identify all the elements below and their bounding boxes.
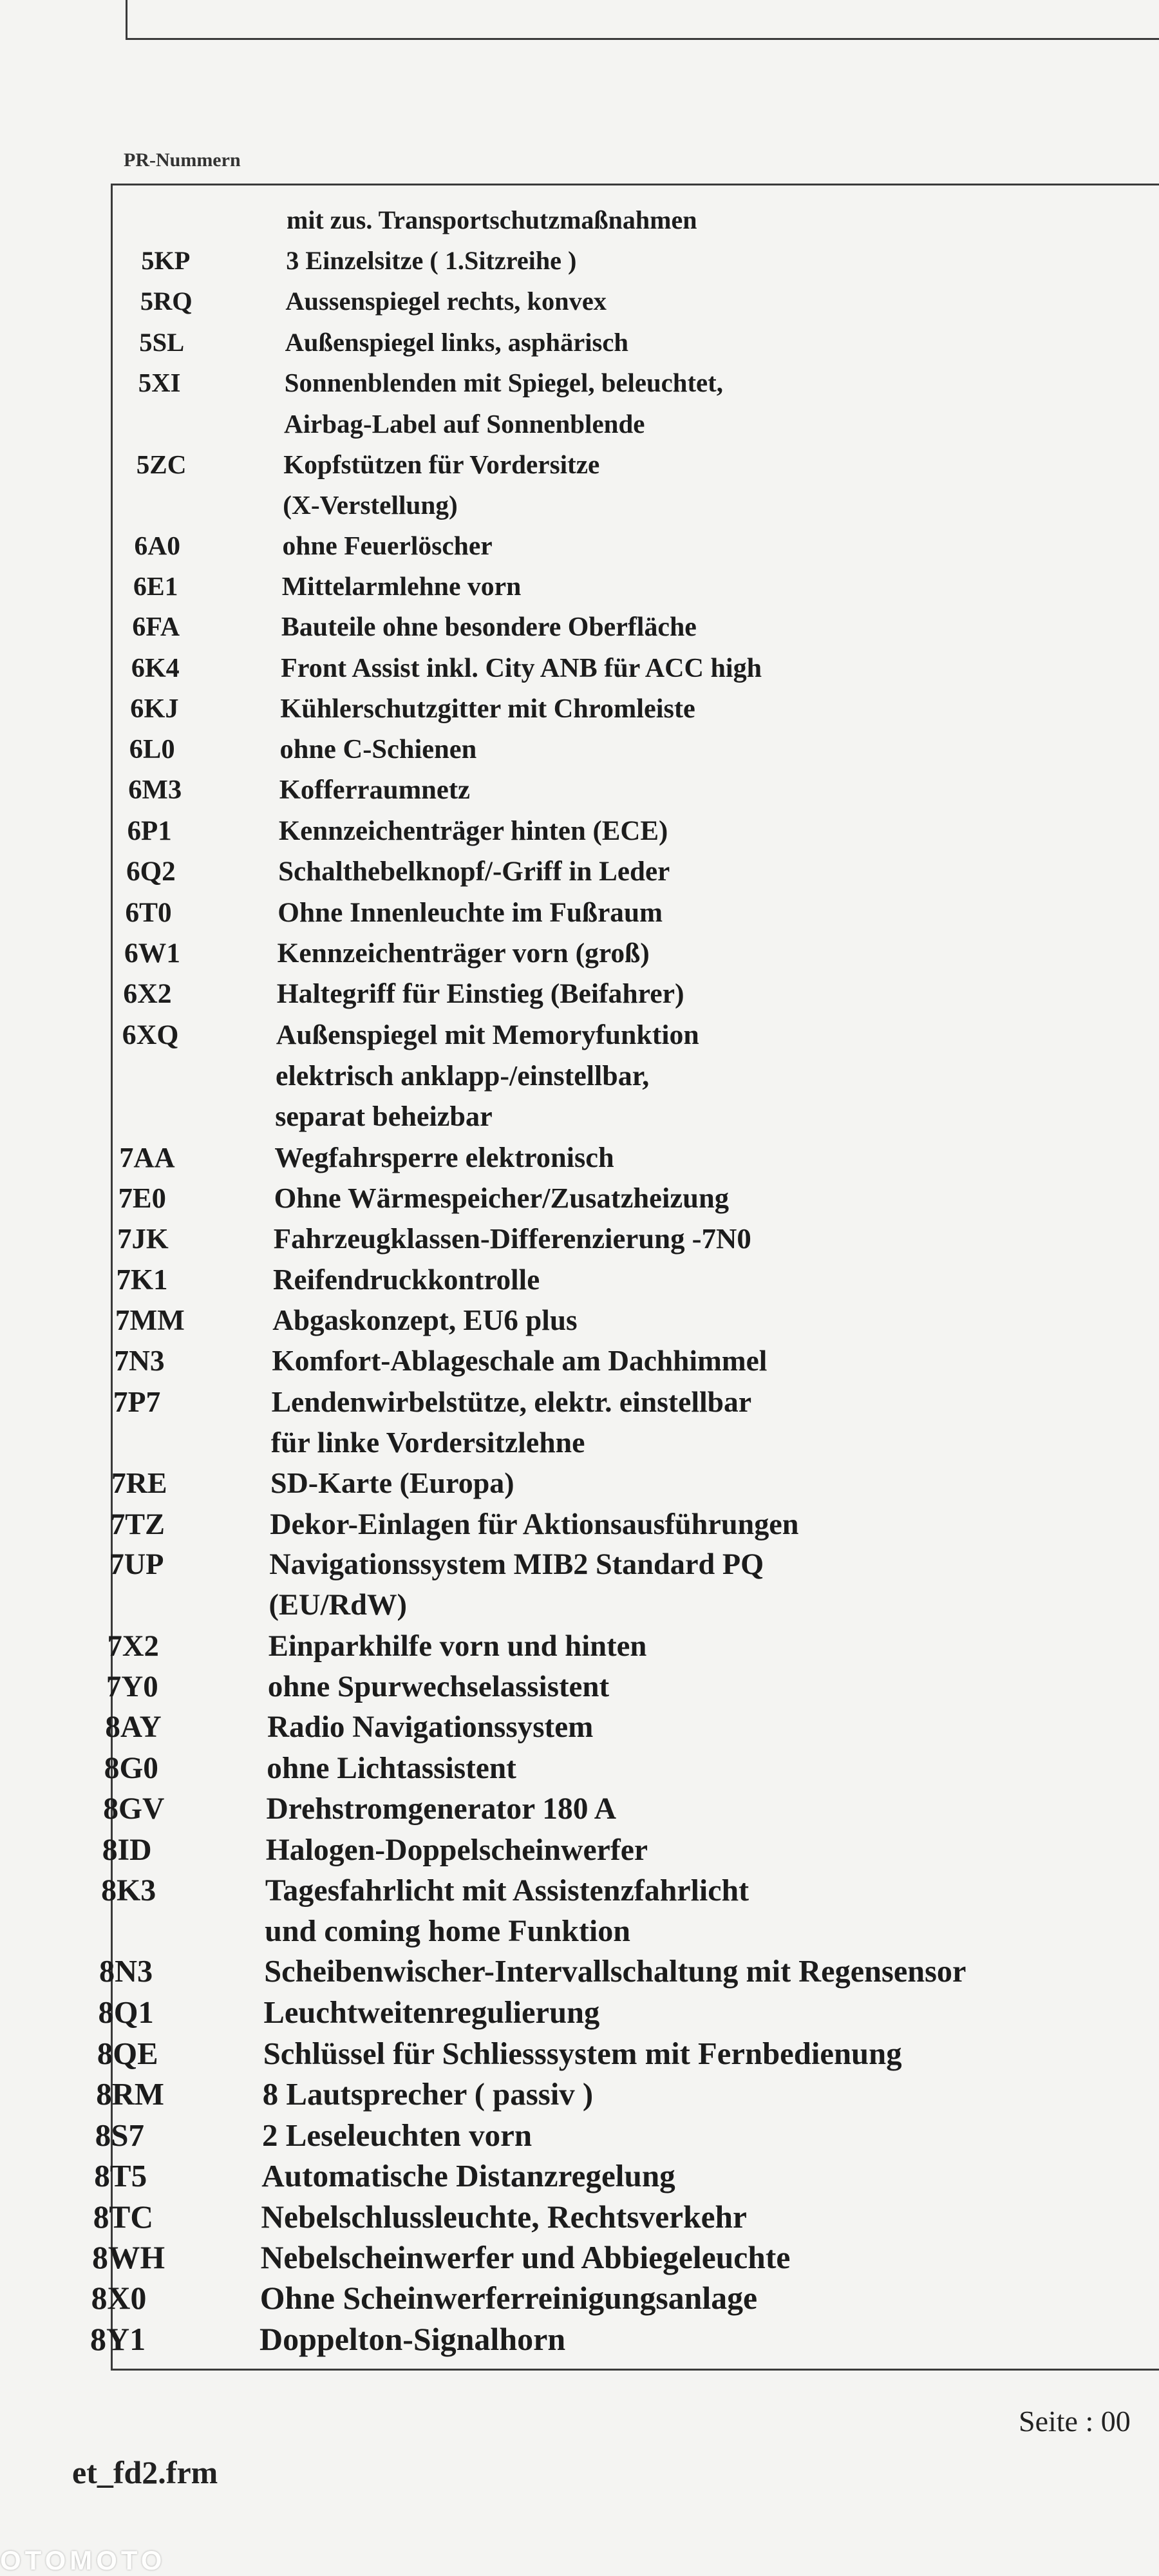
pr-code: 7E0 [118,1182,166,1215]
pr-code: 7Y0 [106,1670,158,1704]
pr-description: Ohne Innenleuchte im Fußraum [278,896,663,928]
pr-code: 6T0 [125,896,172,928]
pr-code: 8T5 [94,2158,147,2194]
pr-description: Halogen-Doppelscheinwerfer [265,1832,648,1867]
pr-description: Schlüssel für Schliesssystem mit Fernbedienung [263,2036,902,2071]
pr-description: Radio Navigationssystem [267,1710,594,1745]
pr-code: 8Q1 [98,1995,154,2030]
pr-code: 6FA [132,612,180,642]
pr-code: 6A0 [134,531,180,561]
pr-code: 7AA [119,1141,175,1173]
pr-description: Ohne Wärmespeicher/Zusatzheizung [274,1182,730,1215]
pr-description: Reifendruckkontrolle [273,1263,540,1296]
pr-code: 8K3 [101,1873,156,1908]
pr-code: 8TC [93,2199,153,2235]
pr-description: Navigationssystem MIB2 Standard PQ [269,1548,764,1581]
pr-description: Komfort-Ablageschale am Dachhimmel [272,1344,768,1377]
pr-description: Kennzeichenträger hinten (ECE) [278,815,668,846]
pr-description: Automatische Distanzregelung [261,2158,675,2194]
pr-code: 7UP [109,1548,164,1581]
pr-code: 6KJ [130,694,179,724]
pr-description: Wegfahrsperre elektronisch [274,1141,614,1173]
pr-description: Sonnenblenden mit Spiegel, beleuchtet, [284,368,723,397]
pr-description: und coming home Funktion [265,1914,631,1949]
pr-description: Kopfstützen für Vordersitze [283,450,600,479]
pr-description: ohne C-Schienen [279,734,477,765]
pr-code: 6XQ [122,1019,179,1050]
pr-description: ohne Spurwechselassistent [267,1670,610,1704]
pr-code: 6L0 [129,734,175,765]
pr-description: 3 Einzelsitze ( 1.Sitzreihe ) [286,246,577,276]
pr-description: Kennzeichenträger vorn (groß) [277,938,650,969]
pr-description: Einparkhilfe vorn und hinten [268,1629,647,1663]
pr-description: Lendenwirbelstütze, elektr. einstellbar [271,1385,752,1418]
pr-description: SD-Karte (Europa) [270,1466,514,1500]
pr-code: 8AY [105,1710,162,1745]
pr-code: 6P1 [127,815,172,846]
pr-number-table [90,184,1159,2371]
pr-description: Doppelton-Signalhorn [259,2321,566,2357]
pr-code: 6X2 [123,978,172,1010]
pr-description: Front Assist inkl. City ANB für ACC high [281,652,762,683]
pr-description: Fahrzeugklassen-Differenzierung -7N0 [273,1222,751,1255]
pr-description: 2 Leseleuchten vorn [262,2117,532,2154]
pr-description: (X-Verstellung) [283,490,458,520]
watermark-text: OTOMOTO [0,2545,166,2575]
pr-code: 8RM [96,2077,164,2112]
pr-description: Abgaskonzept, EU6 plus [272,1303,578,1336]
pr-code: 5SL [139,327,185,357]
pr-description: Bauteile ohne besondere Oberfläche [281,612,697,642]
section-title: PR-Nummern [124,149,241,171]
top-section-frame [126,0,1159,40]
pr-description: (EU/RdW) [269,1588,407,1622]
pr-description: Mittelarmlehne vorn [281,571,522,601]
pr-code: 8WH [92,2239,165,2275]
pr-description: Tagesfahrlicht mit Assistenzfahrlicht [265,1873,749,1908]
pr-code: 8QE [97,2036,158,2071]
pr-code: 6M3 [128,775,182,806]
pr-code: 5XI [138,368,181,397]
pr-code: 8X0 [91,2280,147,2316]
pr-description: Nebelscheinwerfer und Abbiegeleuchte [260,2239,791,2275]
pr-code: 8ID [102,1832,152,1867]
pr-code: 8Y1 [90,2321,146,2357]
pr-description: Dekor-Einlagen für Aktionsausführungen [270,1507,799,1540]
pr-description: Kofferraumnetz [279,775,470,806]
pr-code: 7K1 [116,1263,168,1296]
pr-description: Aussenspiegel rechts, konvex [285,287,607,316]
pr-description: ohne Lichtassistent [267,1751,516,1785]
pr-description: separat beheizbar [275,1100,493,1132]
pr-code: 7MM [115,1303,185,1336]
pr-description: Drehstromgenerator 180 A [266,1792,617,1826]
pr-description: Scheibenwischer-Intervallschaltung mit Regensensor [264,1955,966,1989]
pr-code: 6K4 [131,652,180,683]
pr-code: 6Q2 [126,856,176,887]
pr-code: 7X2 [107,1629,159,1663]
pr-description: ohne Feuerlöscher [282,531,493,561]
pr-code: 6E1 [133,571,178,601]
page-number-label: Seite : 00 [1019,2405,1131,2438]
pr-description: Kühlerschutzgitter mit Chromleiste [280,694,695,724]
pr-description: mit zus. Transportschutzmaßnahmen [287,205,697,234]
pr-code: 7RE [111,1466,167,1500]
pr-code: 8N3 [99,1955,153,1989]
pr-description: elektrisch anklapp-/einstellbar, [276,1059,650,1092]
pr-description: Ohne Scheinwerferreinigungsanlage [259,2280,758,2316]
pr-description: Leuchtweitenregulierung [263,1995,600,2030]
pr-code: 7TZ [110,1507,165,1540]
pr-code: 8S7 [95,2117,145,2154]
pr-description: Außenspiegel links, asphärisch [285,327,628,357]
pr-code: 8G0 [104,1751,158,1785]
pr-description: Airbag-Label auf Sonnenblende [284,408,645,439]
pr-description: für linke Vordersitzlehne [270,1426,585,1459]
pr-code: 5ZC [136,450,187,479]
pr-description: Nebelschlussleuchte, Rechtsverkehr [261,2199,747,2235]
pr-code: 5KP [141,246,191,276]
pr-code: 7N3 [114,1344,165,1377]
pr-code: 7P7 [113,1385,161,1418]
pr-description: Außenspiegel mit Memoryfunktion [276,1019,699,1050]
pr-code: 7JK [117,1222,169,1255]
pr-description: Haltegriff für Einstieg (Beifahrer) [276,978,684,1010]
pr-description: Schalthebelknopf/-Griff in Leder [278,856,670,887]
file-name-label: et_fd2.frm [72,2454,218,2490]
pr-code: 5RQ [140,287,193,316]
pr-description: 8 Lautsprecher ( passiv ) [262,2077,594,2112]
pr-code: 6W1 [124,938,180,969]
pr-code: 8GV [103,1792,165,1826]
